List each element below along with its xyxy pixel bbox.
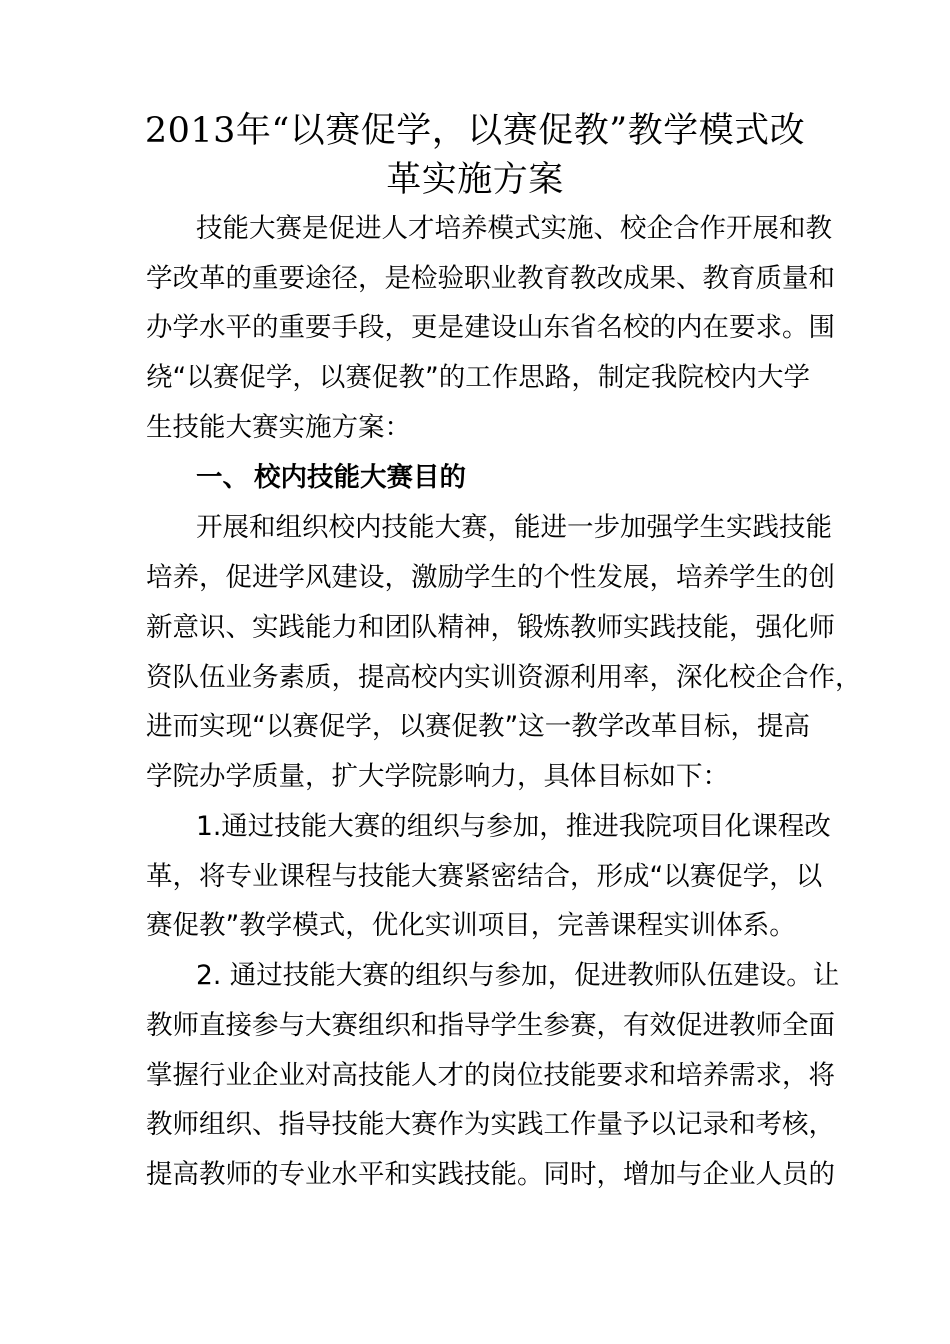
- intro-line: 办学水平的重要手段，更是建设山东省名校的内在要求。围: [146, 312, 835, 343]
- list-item-line: 教师直接参与大赛组织和指导学生参赛，有效促进教师全面: [146, 1010, 835, 1041]
- section-title: 校内技能大赛目的: [254, 462, 466, 493]
- list-item-line: 革，将专业课程与技能大赛紧密结合，形成“以赛促学，以: [146, 861, 823, 892]
- list-item-line: 掌握行业企业对高技能人才的岗位技能要求和培养需求，将: [146, 1060, 835, 1091]
- list-item-line: 赛促教”教学模式，优化实训项目，完善课程实训体系。: [146, 910, 796, 941]
- paragraph-line: 新意识、实践能力和团队精神，锻炼教师实践技能，强化师: [146, 612, 835, 643]
- intro-line: 生技能大赛实施方案：: [146, 412, 411, 443]
- paragraph-line: 资队伍业务素质，提高校内实训资源利用率，深化校企合作，: [146, 662, 862, 693]
- intro-line: 绕“以赛促学，以赛促教”的工作思路，制定我院校内大学: [146, 362, 810, 393]
- section-number: 一、: [196, 462, 249, 493]
- document-title-line-2: 革实施方案: [386, 160, 564, 200]
- intro-line: 学改革的重要途径，是检验职业教育教改成果、教育质量和: [146, 263, 835, 294]
- list-item-line: 1.通过技能大赛的组织与参加，推进我院项目化课程改: [196, 811, 831, 842]
- paragraph-line: 培养，促进学风建设，激励学生的个性发展，培养学生的创: [146, 562, 835, 593]
- list-item-line: 2. 通过技能大赛的组织与参加，促进教师队伍建设。让: [196, 960, 840, 991]
- list-item-line: 提高教师的专业水平和实践技能。同时，增加与企业人员的: [146, 1159, 835, 1190]
- paragraph-line: 进而实现“以赛促学，以赛促教”这一教学改革目标，提高: [146, 711, 810, 742]
- paragraph-line: 学院办学质量，扩大学院影响力，具体目标如下：: [146, 761, 729, 792]
- paragraph-line: 开展和组织校内技能大赛，能进一步加强学生实践技能: [196, 512, 832, 543]
- intro-line: 技能大赛是促进人才培养模式实施、校企合作开展和教: [196, 213, 832, 244]
- list-item-line: 教师组织、指导技能大赛作为实践工作量予以记录和考核，: [146, 1109, 835, 1140]
- section-heading: [196, 461, 466, 495]
- document-title-line-1: 2013年“以赛促学，以赛促教”教学模式改: [144, 111, 806, 151]
